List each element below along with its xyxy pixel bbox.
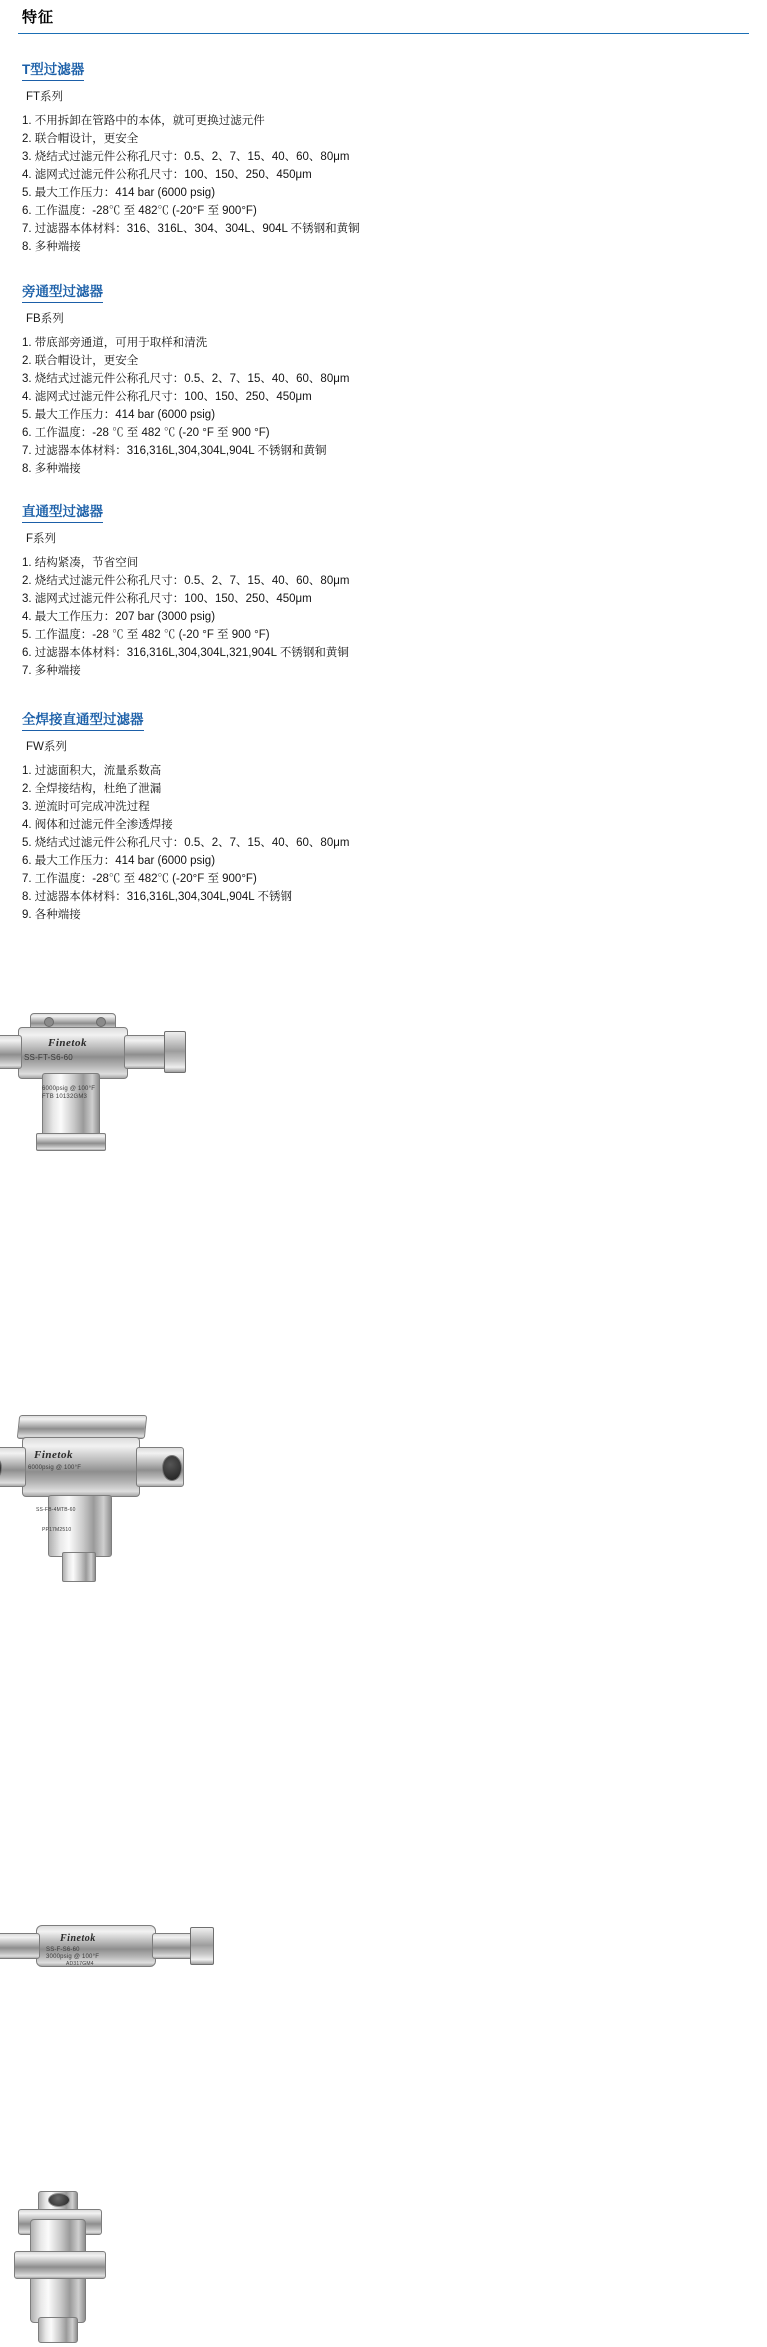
feature-item: 2. 联合帽设计，更安全 xyxy=(22,133,139,145)
feature-item: 4. 滤网式过滤元件公称孔尺寸：100、150、250、450μm xyxy=(22,169,312,181)
etch-line-2: 6000psig @ 100°F xyxy=(42,1086,96,1092)
brand-label: Finetok xyxy=(48,1037,87,1049)
filter-bowl-cap xyxy=(36,1133,106,1151)
feature-item: 3. 滤网式过滤元件公称孔尺寸：100、150、250、450μm xyxy=(22,593,312,605)
etch-line-3: AD317GM4 xyxy=(66,1961,94,1967)
section-heading: T型过滤器 xyxy=(22,58,84,81)
feature-item: 3. 烧结式过滤元件公称孔尺寸：0.5、2、7、15、40、60、80μm xyxy=(22,151,350,163)
feature-item: 1. 带底部旁通道，可用于取样和清洗 xyxy=(22,337,208,349)
feature-item: 7. 过滤器本体材料：316,316L,304,304L,904L 不锈钢和黄铜 xyxy=(22,445,327,457)
inline-filter-photo xyxy=(0,1891,220,2001)
section-series: FW系列 xyxy=(26,741,67,753)
bolt-icon xyxy=(96,1017,106,1027)
page-title: 特征 xyxy=(22,9,55,26)
features-page xyxy=(0,6,767,1967)
bore-icon xyxy=(48,2193,70,2207)
feature-item: 6. 工作温度：-28 ℃ 至 482 ℃ (-20 °F 至 900 °F) xyxy=(22,427,270,439)
feature-list xyxy=(22,555,492,680)
feature-item: 4. 阀体和过滤元件全渗透焊接 xyxy=(22,819,173,831)
feature-item: 8. 多种端接 xyxy=(22,463,81,475)
section-bypass-filter xyxy=(0,280,767,478)
feature-item: 1. 不用拆卸在管路中的本体，就可更换过滤元件 xyxy=(22,115,265,127)
feature-item: 7. 工作温度：-28℃ 至 482℃ (-20°F 至 900°F) xyxy=(22,873,257,885)
etch-line-3: PP17M2510 xyxy=(42,1527,72,1533)
etch-line-2: 6000psig @ 100°F xyxy=(28,1465,82,1471)
t-type-filter-photo xyxy=(0,977,190,1167)
tube-nut-right xyxy=(164,1031,186,1073)
feature-item: 2. 全焊接结构，杜绝了泄漏 xyxy=(22,783,162,795)
end-connector-left xyxy=(0,1933,40,1959)
brand-label: Finetok xyxy=(34,1449,73,1461)
bypass-stem xyxy=(62,1552,96,1582)
feature-item: 5. 最大工作压力：414 bar (6000 psig) xyxy=(22,409,216,421)
section-all-welded-filter xyxy=(0,708,767,924)
tube-nut-right xyxy=(190,1927,214,1965)
section-t-type-filter xyxy=(0,58,767,256)
feature-item: 4. 最大工作压力：207 bar (3000 psig) xyxy=(22,611,216,623)
section-series: F系列 xyxy=(26,533,57,545)
valve-arm-left xyxy=(0,1035,22,1069)
feature-list xyxy=(22,763,492,924)
brand-label: Finetok xyxy=(60,1933,96,1944)
etch-line-1: SS-FT-S6-60 xyxy=(24,1053,73,1062)
etch-line-1: SS-FB-4MTB-60 xyxy=(36,1507,76,1513)
feature-item: 8. 多种端接 xyxy=(22,241,81,253)
section-heading: 全焊接直通型过滤器 xyxy=(22,708,144,731)
feature-item: 3. 烧结式过滤元件公称孔尺寸：0.5、2、7、15、40、60、80μm xyxy=(22,373,350,385)
feature-item: 7. 多种端接 xyxy=(22,665,81,677)
bolt-icon xyxy=(44,1017,54,1027)
bypass-filter-photo xyxy=(0,1397,196,1597)
all-welded-filter-photo xyxy=(0,2189,184,2347)
feature-item: 4. 滤网式过滤元件公称孔尺寸：100、150、250、450μm xyxy=(22,391,312,403)
section-heading: 直通型过滤器 xyxy=(22,500,103,523)
valve-top-plate xyxy=(17,1415,148,1439)
etch-line-3: FTB 10132GM3 xyxy=(42,1094,88,1100)
feature-item: 7. 过滤器本体材料：316、316L、304、304L、904L 不锈钢和黄铜 xyxy=(22,223,360,235)
feature-item: 2. 联合帽设计，更安全 xyxy=(22,355,139,367)
section-series: FB系列 xyxy=(26,313,64,325)
valve-port-left xyxy=(0,1447,26,1487)
etch-line-1: SS-F-S6-60 xyxy=(46,1947,80,1953)
etch-line-2: 3000psig @ 100°F xyxy=(46,1954,100,1960)
feature-item: 5. 工作温度：-28 ℃ 至 482 ℃ (-20 °F 至 900 °F) xyxy=(22,629,270,641)
feature-item: 5. 烧结式过滤元件公称孔尺寸：0.5、2、7、15、40、60、80μm xyxy=(22,837,350,849)
feature-item: 1. 结构紧凑，节省空间 xyxy=(22,557,139,569)
feature-item: 8. 过滤器本体材料：316,316L,304,304L,904L 不锈钢 xyxy=(22,891,292,903)
feature-item: 3. 逆流时可完成冲洗过程 xyxy=(22,801,150,813)
feature-item: 9. 各种端接 xyxy=(22,909,81,921)
feature-item: 5. 最大工作压力：414 bar (6000 psig) xyxy=(22,187,216,199)
feature-item: 2. 烧结式过滤元件公称孔尺寸：0.5、2、7、15、40、60、80μm xyxy=(22,575,350,587)
hex-flat-middle xyxy=(14,2251,106,2279)
feature-item: 6. 过滤器本体材料：316,316L,304,304L,321,904L 不锈钢和黄铜 xyxy=(22,647,349,659)
section-inline-filter xyxy=(0,500,767,680)
feature-item: 6. 最大工作压力：414 bar (6000 psig) xyxy=(22,855,216,867)
feature-list xyxy=(22,113,492,256)
filter-bowl xyxy=(48,1495,112,1557)
weld-end-bottom xyxy=(38,2317,78,2343)
section-series: FT系列 xyxy=(26,91,64,103)
section-heading: 旁通型过滤器 xyxy=(22,280,103,303)
title-divider xyxy=(18,33,749,34)
port-bore-right xyxy=(162,1455,182,1481)
feature-item: 1. 过滤面积大，流量系数高 xyxy=(22,765,162,777)
filter-barrel xyxy=(36,1925,156,1967)
feature-list xyxy=(22,335,492,478)
feature-item: 6. 工作温度：-28℃ 至 482℃ (-20°F 至 900°F) xyxy=(22,205,257,217)
